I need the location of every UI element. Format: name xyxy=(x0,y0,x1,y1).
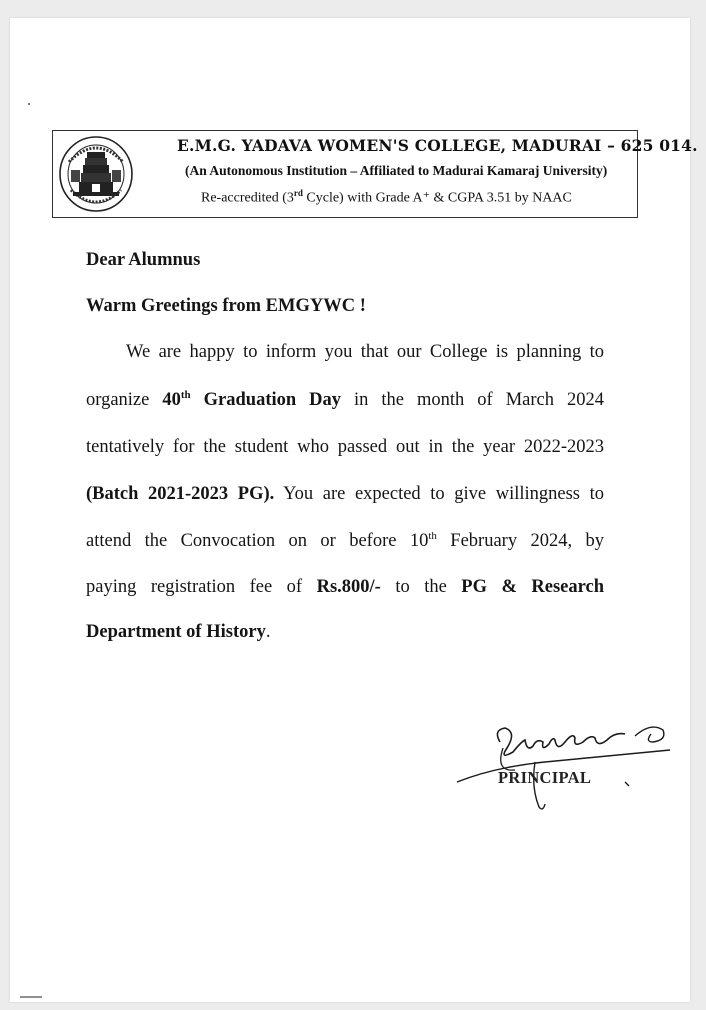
signature-icon xyxy=(455,712,675,822)
accreditation-line: Re-accredited (3rd Cycle) with Grade A⁺ & CGPA 3.51 by NAAC xyxy=(201,188,572,206)
body-line-3: tentatively for the student who passed out in the year 2022-2023 xyxy=(86,437,604,457)
letterhead xyxy=(52,130,698,218)
college-seal-icon xyxy=(57,134,135,214)
principal-title: PRINCIPAL xyxy=(498,768,592,787)
affiliation-line: (An Autonomous Institution – Affiliated to Madurai Kamaraj University) xyxy=(185,163,608,178)
body-line-6: paying registration fee of Rs.800/- to the PG & Research xyxy=(86,577,604,597)
greeting: Warm Greetings from EMGYWC ! xyxy=(86,296,366,316)
body-line-5: attend the Convocation on or before 10th February 2024, by xyxy=(86,530,604,552)
scan-edge-mark xyxy=(20,996,42,998)
body-line-7: Department of History. xyxy=(86,622,271,642)
body-line-4: (Batch 2021-2023 PG). You are expected to give willingness to xyxy=(86,484,604,504)
body-line-2: organize 40th Graduation Day in the month of March 2024 xyxy=(86,389,604,411)
body-line-1: We are happy to inform you that our College is planning to xyxy=(126,342,604,362)
scan-speck xyxy=(28,103,30,105)
college-name: E.M.G. YADAVA WOMEN'S COLLEGE, MADURAI – 625 014. xyxy=(177,136,698,155)
salutation: Dear Alumnus xyxy=(86,250,201,270)
